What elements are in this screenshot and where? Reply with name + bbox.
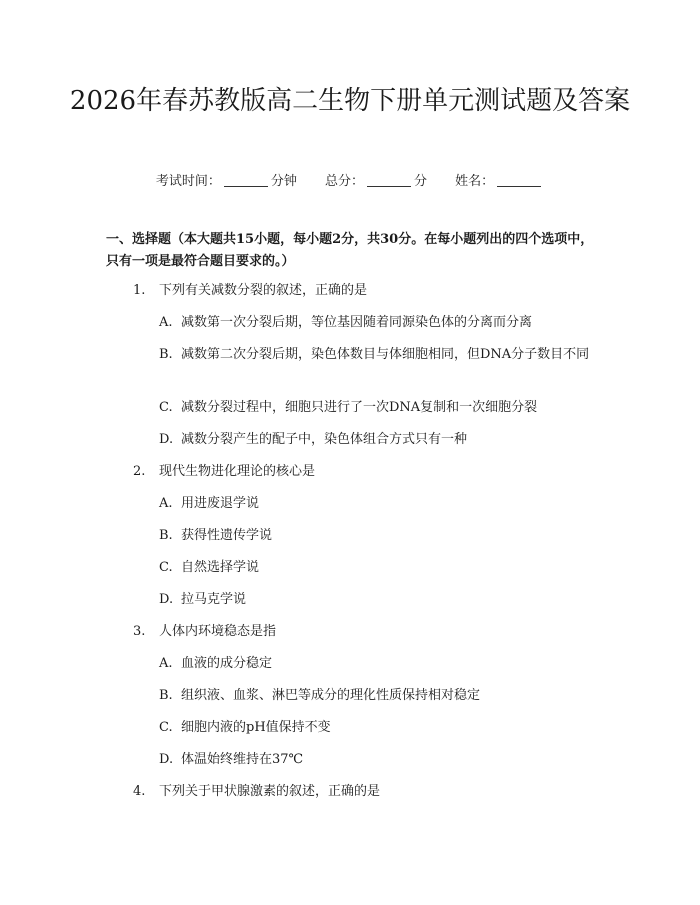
section-heading: 一、选择题（本大题共15小题，每小题2分，共30分。在每小题列出的四个选项中，只有一项是最符合题目要求的。）: [106, 232, 594, 269]
question: 3. 人体内环境稳态是指: [133, 624, 277, 639]
option: D. 体温始终维持在37℃: [159, 752, 304, 767]
page-title: 2026年春苏教版高二生物下册单元测试题及答案: [69, 86, 631, 116]
name-blank: [497, 174, 541, 187]
total-score: 总分： 分: [324, 174, 428, 189]
time-blank: [224, 174, 268, 187]
option: A. 血液的成分稳定: [159, 656, 273, 671]
question: 1. 下列有关减数分裂的叙述，正确的是: [133, 283, 368, 298]
option: C. 自然选择学说: [159, 560, 260, 575]
student-name: 姓名：: [455, 174, 544, 189]
option: A. 用进废退学说: [159, 496, 260, 511]
option: D. 拉马克学说: [159, 592, 247, 607]
option: A. 减数第一次分裂后期，等位基因随着同源染色体的分离而分离: [159, 315, 533, 330]
question: 4. 下列关于甲状腺激素的叙述，正确的是: [133, 784, 381, 799]
option: B. 获得性遗传学说: [159, 528, 273, 543]
option: B. 减数第二次分裂后期，染色体数目与体细胞相同，但DNA分子数目不同: [159, 347, 590, 362]
exam-info: [0, 170, 700, 189]
exam-time: 考试时间： 分钟: [155, 174, 297, 189]
question: 2. 现代生物进化理论的核心是: [133, 464, 316, 479]
option: C. 细胞内液的pH值保持不变: [159, 720, 331, 735]
option: B. 组织液、血浆、淋巴等成分的理化性质保持相对稳定: [159, 688, 481, 703]
option: C. 减数分裂过程中，细胞只进行了一次DNA复制和一次细胞分裂: [159, 400, 538, 415]
score-blank: [367, 174, 411, 187]
option: D. 减数分裂产生的配子中，染色体组合方式只有一种: [159, 432, 468, 447]
